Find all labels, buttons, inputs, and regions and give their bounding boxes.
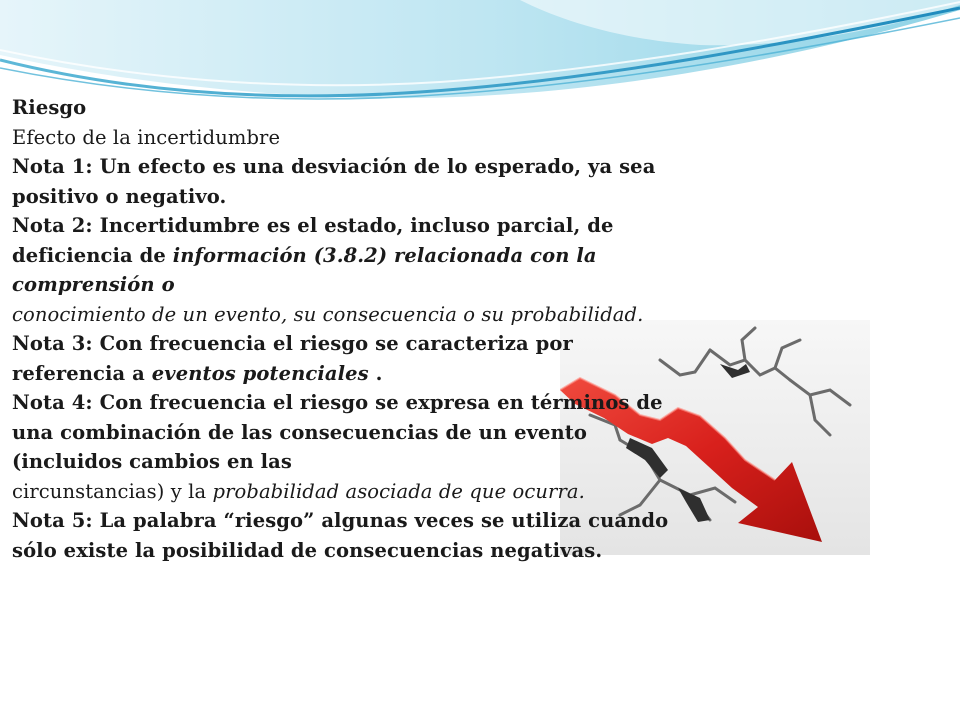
- definition-line: Efecto de la incertidumbre: [12, 125, 281, 149]
- nota-3-end: .: [368, 361, 383, 385]
- nota-2-continuation: conocimiento de un evento, su consecuencia o su probabilidad.: [12, 302, 644, 326]
- title-riesgo: Riesgo: [12, 96, 87, 119]
- nota-4-italic: probabilidad asociada de que ocurra.: [212, 479, 585, 503]
- nota-4-text: circunstancias) y la: [12, 479, 213, 503]
- nota-5: Nota 5: La palabra “riesgo” algunas veces se utiliza cuando sólo existe la posibilidad de consecuencias negativas.: [12, 509, 669, 562]
- nota-2: [12, 211, 672, 300]
- risk-definition-text: [12, 93, 672, 565]
- nota-3-italic: eventos potenciales: [151, 361, 369, 385]
- nota-3: [12, 329, 672, 388]
- nota-3-text: Nota 3: Con frecuencia el riesgo se caracteriza por referencia a: [12, 332, 573, 385]
- nota-2-italic: información (3.8.2) relacionada con la comprensión o: [12, 243, 597, 296]
- nota-2-text: Nota 2: Incertidumbre es el estado, incluso parcial, de deficiencia de: [12, 214, 614, 267]
- nota-1: Nota 1: Un efecto es una desviación de lo esperado, ya sea positivo o negativo.: [12, 155, 656, 208]
- nota-4: Nota 4: Con frecuencia el riesgo se expresa en términos de una combinación de las consecuencias de un evento (incluidos cambios en las: [12, 391, 663, 473]
- nota-4-continuation: [12, 477, 672, 507]
